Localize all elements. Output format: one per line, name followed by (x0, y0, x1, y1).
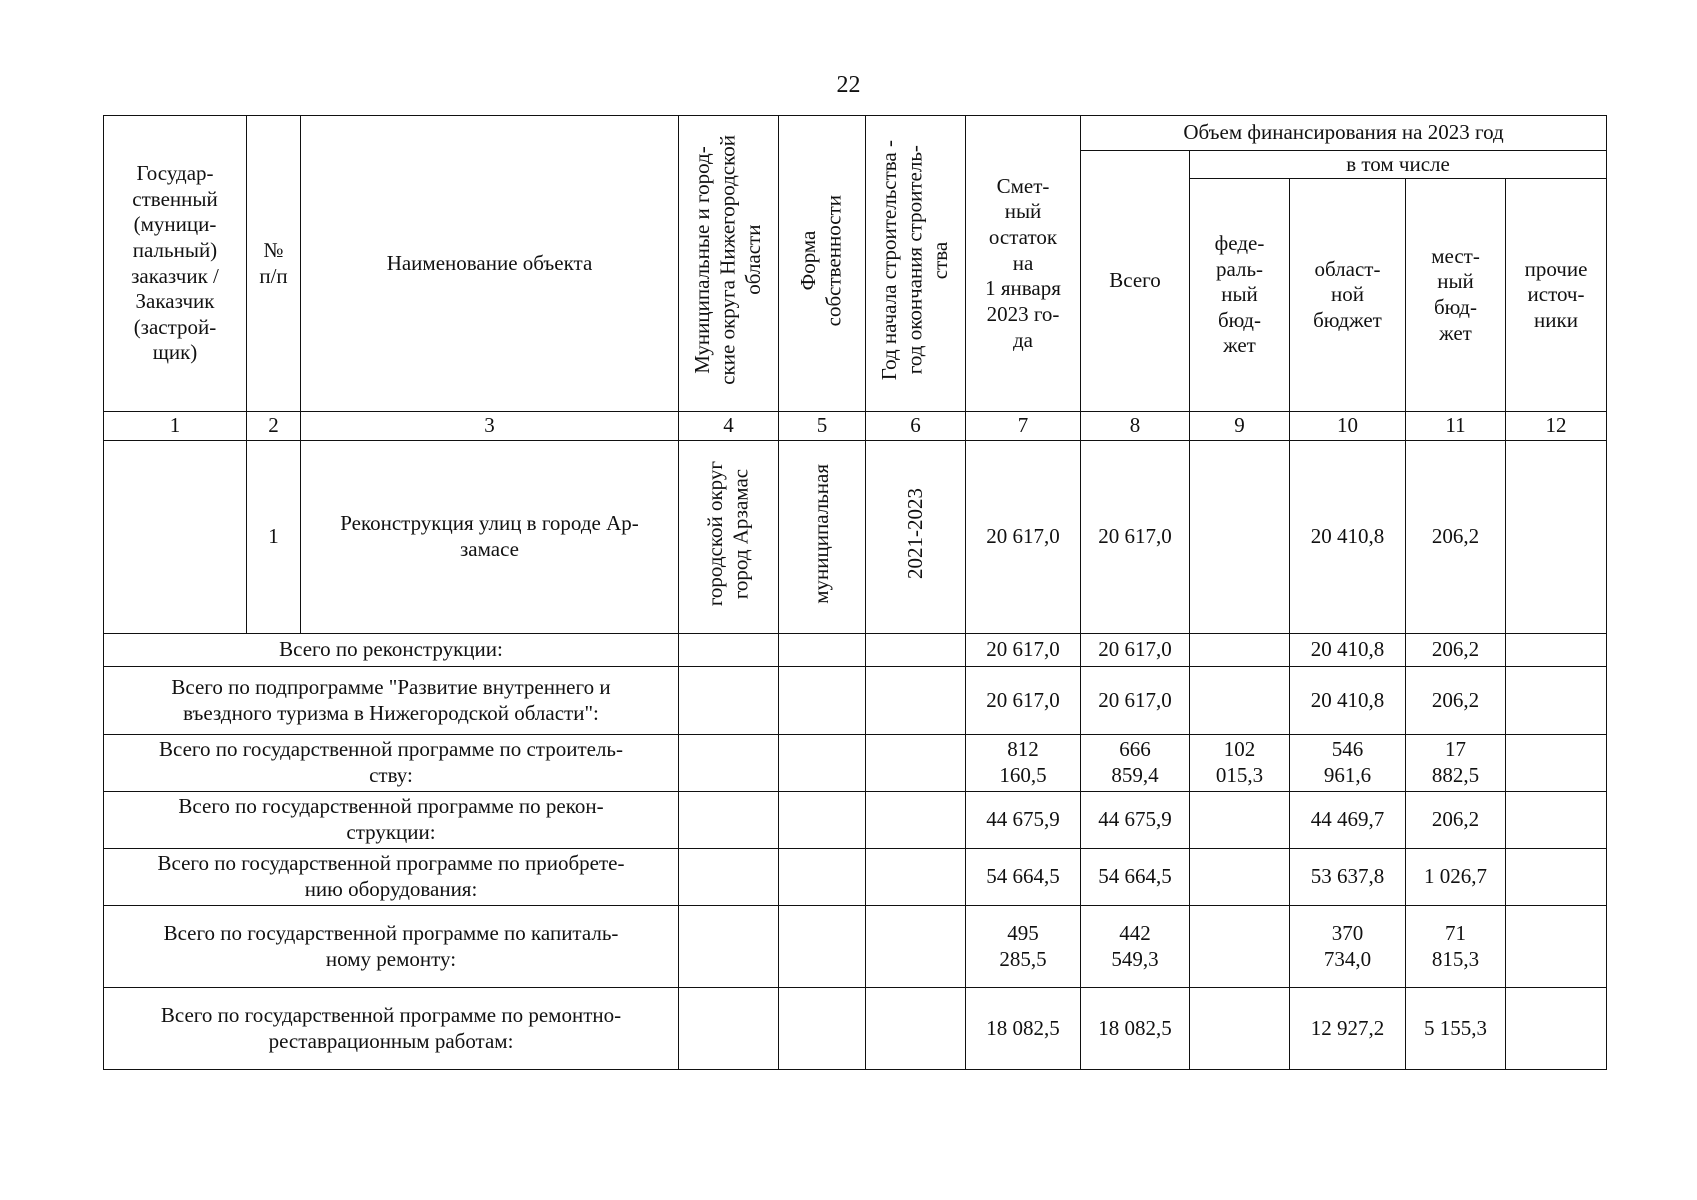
object-row (104, 441, 1607, 634)
header-local: мест- ный бюд- жет (1406, 179, 1506, 412)
empty-cell (866, 849, 966, 906)
empty-cell (679, 667, 779, 735)
summary-estimate: 44 675,9 (966, 792, 1081, 849)
header-other: прочие источ- ники (1506, 179, 1607, 412)
object-other (1506, 441, 1607, 634)
col-num: 3 (301, 412, 679, 441)
page-number: 22 (836, 72, 861, 98)
summary-estimate: 54 664,5 (966, 849, 1081, 906)
empty-cell (866, 634, 966, 667)
header-district: Муниципальные и город- ские округа Нижегородской области (679, 116, 779, 412)
empty-cell (679, 634, 779, 667)
summary-estimate: 812 160,5 (966, 735, 1081, 792)
summary-estimate: 20 617,0 (966, 667, 1081, 735)
summary-row (104, 735, 1607, 792)
empty-cell (866, 735, 966, 792)
col-num: 12 (1506, 412, 1607, 441)
header-customer: Государ- ственный (муници- пальный) заказчик / Заказчик (застрой- щик) (104, 116, 247, 412)
summary-federal (1190, 906, 1290, 988)
object-years: 2021-2023 (866, 441, 966, 634)
empty-cell (779, 849, 866, 906)
summary-total: 20 617,0 (1081, 667, 1190, 735)
summary-federal: 102 015,3 (1190, 735, 1290, 792)
col-num: 7 (966, 412, 1081, 441)
object-regional: 20 410,8 (1290, 441, 1406, 634)
header-financing-group: Объем финансирования на 2023 год (1081, 116, 1607, 151)
summary-row (104, 988, 1607, 1070)
object-estimate: 20 617,0 (966, 441, 1081, 634)
empty-cell (779, 988, 866, 1070)
summary-regional: 53 637,8 (1290, 849, 1406, 906)
summary-local: 1 026,7 (1406, 849, 1506, 906)
empty-cell (866, 667, 966, 735)
summary-label: Всего по подпрограмме "Развитие внутреннего и въездного туризма в Нижегородской области": (104, 667, 679, 735)
empty-cell (679, 792, 779, 849)
summary-local: 71 815,3 (1406, 906, 1506, 988)
empty-cell (866, 988, 966, 1070)
header-years: Год начала строительства - год окончания строитель- ства (866, 116, 966, 412)
summary-row (104, 849, 1607, 906)
summary-regional: 546 961,6 (1290, 735, 1406, 792)
summary-local: 5 155,3 (1406, 988, 1506, 1070)
header-including: в том числе (1190, 151, 1607, 179)
object-ownership: муниципальная (779, 441, 866, 634)
header-estimate: Смет- ный остаток на 1 января 2023 го- да (966, 116, 1081, 412)
summary-estimate: 18 082,5 (966, 988, 1081, 1070)
col-num: 1 (104, 412, 247, 441)
col-num: 6 (866, 412, 966, 441)
empty-cell (679, 988, 779, 1070)
summary-row (104, 667, 1607, 735)
summary-regional: 20 410,8 (1290, 634, 1406, 667)
summary-local: 206,2 (1406, 667, 1506, 735)
summary-label: Всего по государственной программе по капиталь- ному ремонту: (104, 906, 679, 988)
summary-total: 18 082,5 (1081, 988, 1190, 1070)
object-federal (1190, 441, 1290, 634)
empty-cell (679, 849, 779, 906)
object-total: 20 617,0 (1081, 441, 1190, 634)
col-num: 8 (1081, 412, 1190, 441)
summary-federal (1190, 849, 1290, 906)
header-total: Всего (1081, 151, 1190, 412)
summary-regional: 370 734,0 (1290, 906, 1406, 988)
summary-federal (1190, 667, 1290, 735)
header-object-name: Наименование объекта (301, 116, 679, 412)
empty-cell (779, 634, 866, 667)
col-num: 4 (679, 412, 779, 441)
summary-label: Всего по государственной программе по приобрете- нию оборудования: (104, 849, 679, 906)
summary-local: 17 882,5 (1406, 735, 1506, 792)
empty-cell (679, 735, 779, 792)
empty-cell (779, 667, 866, 735)
header-federal: феде- раль- ный бюд- жет (1190, 179, 1290, 412)
summary-local: 206,2 (1406, 634, 1506, 667)
summary-other (1506, 735, 1607, 792)
summary-other (1506, 792, 1607, 849)
summary-label: Всего по государственной программе по рекон- струкции: (104, 792, 679, 849)
summary-total: 44 675,9 (1081, 792, 1190, 849)
summary-other (1506, 906, 1607, 988)
col-num: 5 (779, 412, 866, 441)
summary-federal (1190, 792, 1290, 849)
summary-row (104, 634, 1607, 667)
header-number: № п/п (247, 116, 301, 412)
empty-cell (779, 735, 866, 792)
summary-other (1506, 634, 1607, 667)
empty-cell (866, 906, 966, 988)
col-num: 9 (1190, 412, 1290, 441)
summary-estimate: 20 617,0 (966, 634, 1081, 667)
header-regional: област- ной бюджет (1290, 179, 1406, 412)
summary-total: 442 549,3 (1081, 906, 1190, 988)
empty-cell (866, 792, 966, 849)
summary-local: 206,2 (1406, 792, 1506, 849)
object-district: городской округ город Арзамас (679, 441, 779, 634)
object-number: 1 (247, 441, 301, 634)
col-num: 11 (1406, 412, 1506, 441)
summary-other (1506, 667, 1607, 735)
summary-other (1506, 988, 1607, 1070)
summary-label: Всего по государственной программе по ремонтно- реставрационным работам: (104, 988, 679, 1070)
column-numbers-row (104, 412, 1607, 441)
summary-total: 666 859,4 (1081, 735, 1190, 792)
summary-regional: 44 469,7 (1290, 792, 1406, 849)
summary-row (104, 906, 1607, 988)
summary-row (104, 792, 1607, 849)
summary-regional: 20 410,8 (1290, 667, 1406, 735)
summary-total: 20 617,0 (1081, 634, 1190, 667)
empty-cell (779, 906, 866, 988)
col-num: 2 (247, 412, 301, 441)
summary-estimate: 495 285,5 (966, 906, 1081, 988)
summary-federal (1190, 988, 1290, 1070)
object-customer (104, 441, 247, 634)
object-name: Реконструкция улиц в городе Ар- замасе (301, 441, 679, 634)
empty-cell (679, 906, 779, 988)
summary-other (1506, 849, 1607, 906)
empty-cell (779, 792, 866, 849)
summary-federal (1190, 634, 1290, 667)
col-num: 10 (1290, 412, 1406, 441)
object-local: 206,2 (1406, 441, 1506, 634)
summary-total: 54 664,5 (1081, 849, 1190, 906)
summary-regional: 12 927,2 (1290, 988, 1406, 1070)
summary-label: Всего по реконструкции: (104, 634, 679, 667)
header-ownership: Форма собственности (779, 116, 866, 412)
financing-table (103, 115, 1607, 1070)
summary-label: Всего по государственной программе по строитель- ству: (104, 735, 679, 792)
